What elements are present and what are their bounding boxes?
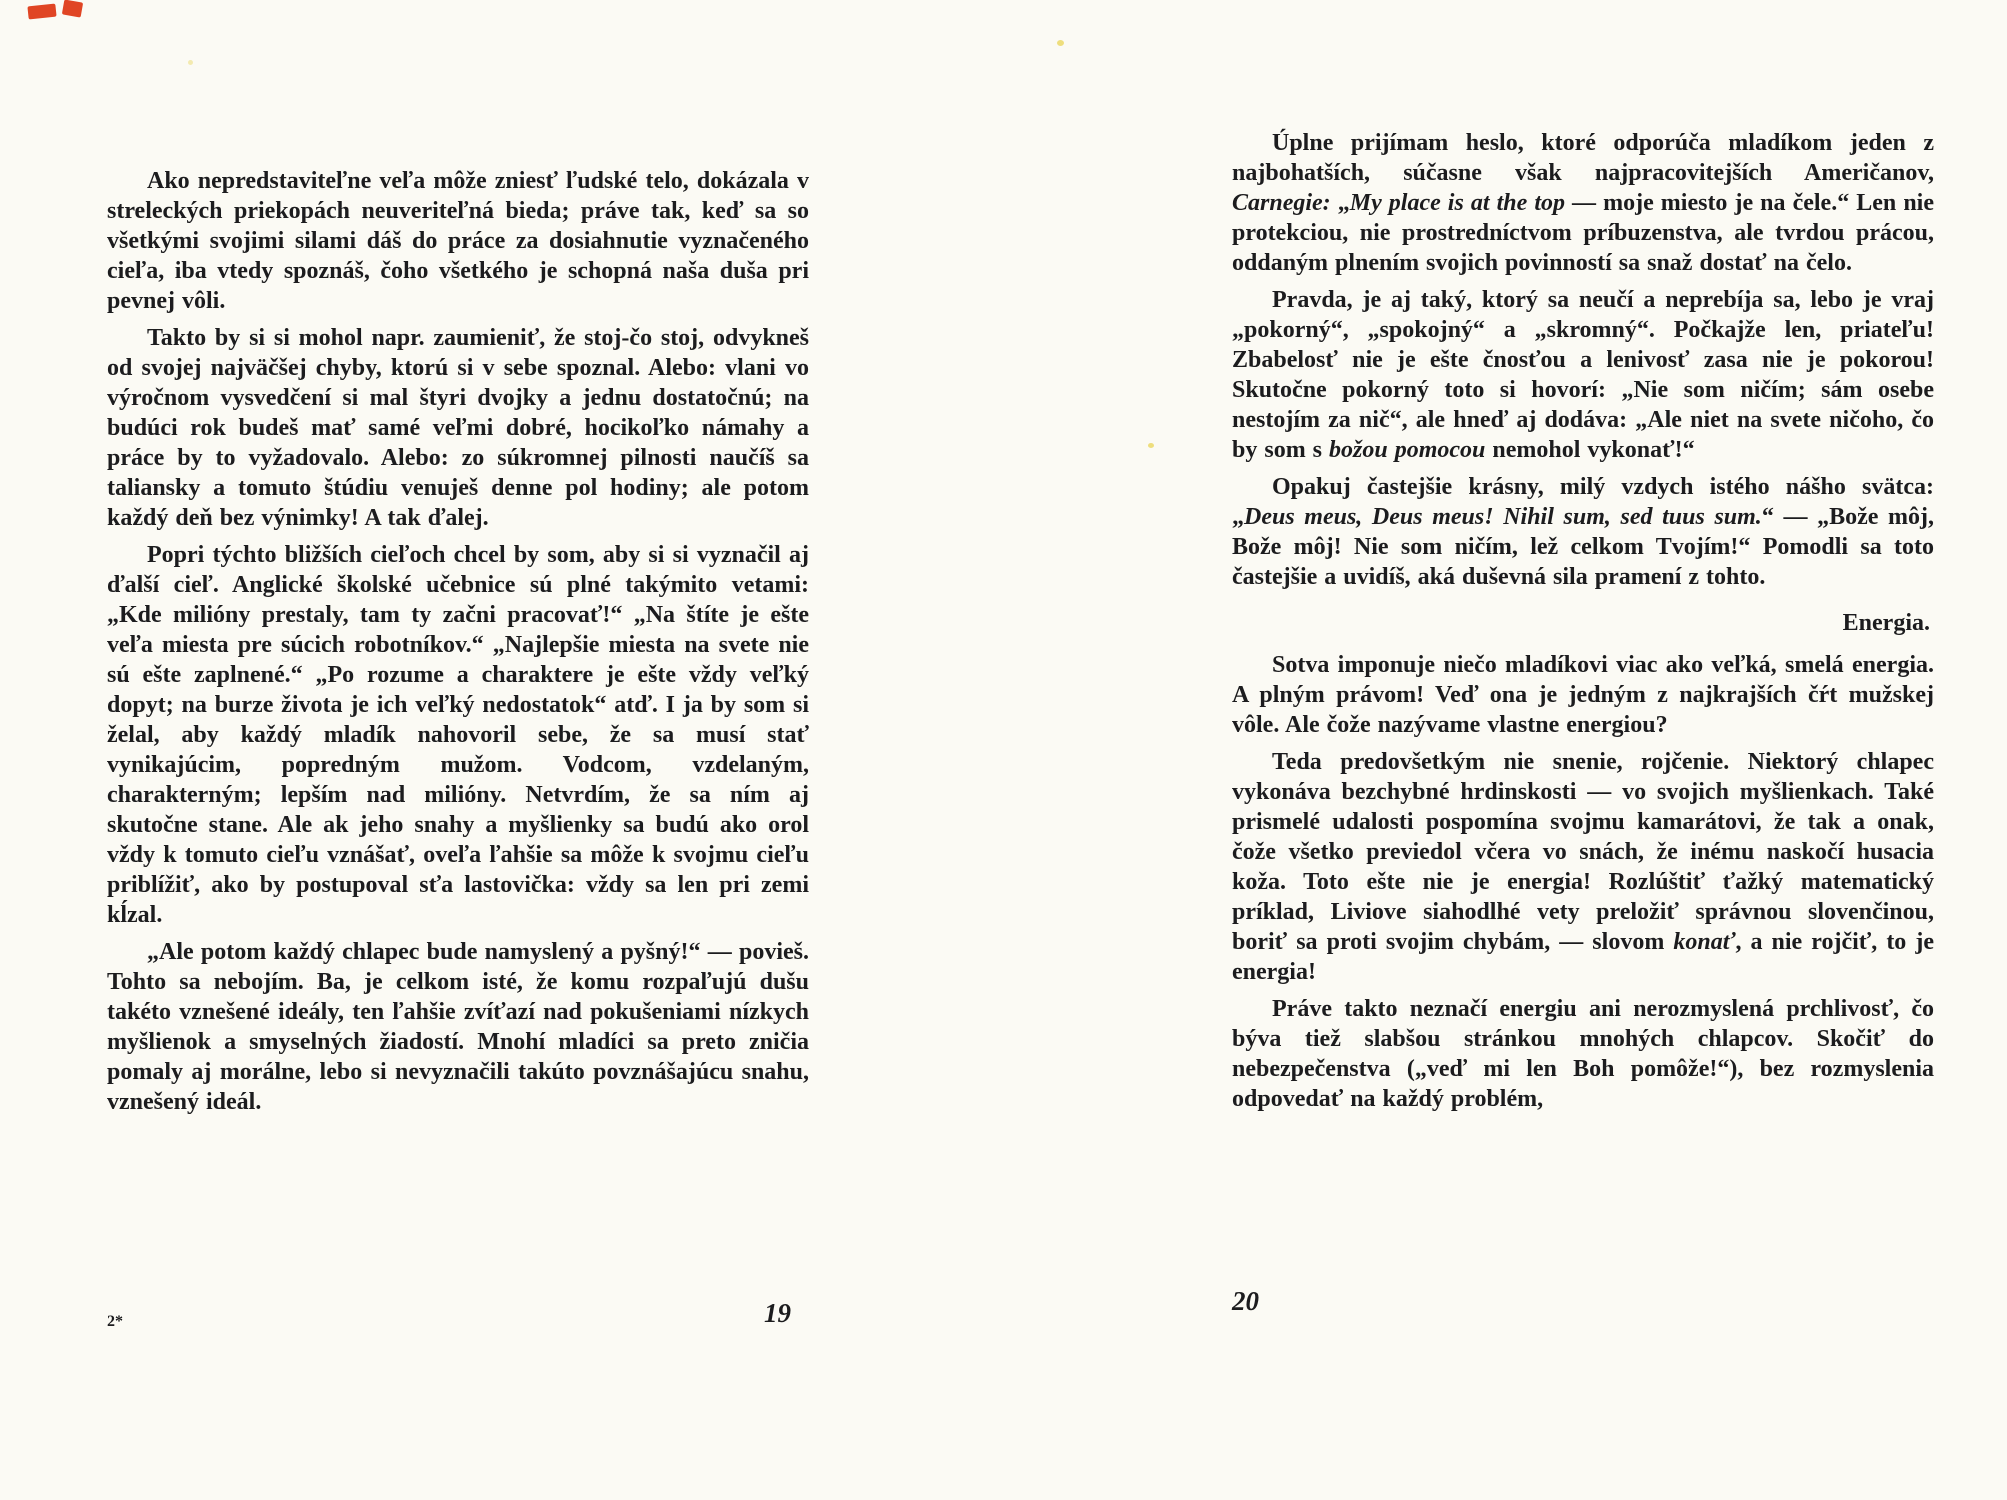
left-page-footer — [107, 1298, 809, 1332]
paragraph: Pravda, je aj taký, ktorý sa neučí a neprebíja sa, lebo je vraj „pokorný“, „spokojný“ a „skromný“. Počkajže len, priateľu! Zbabelosť nie je ešte čnosťou a lenivosť zasa nie je pokorou! Skutočne pokorný toto si hovorí: „Nie som ničím; sám osebe nestojím za nič“, ale hneď aj dodáva: „Ale niet na svete ničoho, čo by som s božou pomocou nemohol vykonať!“ — [1232, 287, 1934, 463]
right-page-footer — [1232, 1286, 1934, 1317]
right-page-paragraphs-top — [1232, 128, 1934, 592]
section-heading: Energia. — [1842, 610, 1930, 636]
paragraph: Úplne prijímam heslo, ktoré odporúča mladíkom jeden z najbohatších, súčasne však najpracovitejších Američanov, Carnegie: „My place is at the top — moje miesto je na čele.“ Len nie protekciou, nie prostredníctvom príbuzenstva, ale tvrdou prácou, oddaným plnením svojich povinností sa snaž dostať na čelo. — [1232, 130, 1934, 276]
left-page-number: 19 — [764, 1298, 791, 1328]
red-scan-mark-1 — [27, 4, 56, 20]
signature-mark: 2* — [107, 1313, 123, 1330]
paragraph: Práve takto neznačí energiu ani nerozmyslená prchlivosť, čo býva tiež slabšou stránkou mnohých chlapcov. Skočiť do nebezpečenstva („veď mi len Boh pomôže!“), bez rozmyslenia odpovedať na každý problém, — [1232, 996, 1934, 1112]
paper-speck — [188, 60, 193, 65]
paragraph: Popri týchto bližších cieľoch chcel by som, aby si si vyznačil aj ďalší cieľ. Anglické školské učebnice sú plné takýmito vetami: „Kde milióny prestaly, tam ty začni pracovať!“ „Na štíte je ešte veľa miesta pre súcich robotníkov.“ „Najlepšie miesta na svete nie sú ešte zaplnené.“ „Po rozume a charaktere je ešte vždy veľký dopyt; na burze života je ich veľký nedostatok“ atď. I ja by som si želal, aby každý mladík nahovoril sebe, že sa musí stať vynikajúcim, popredným mužom. Vodcom, vzdelaným, charakterným; lepším nad milióny. Netvrdím, že sa ním aj skutočne stane. Ale ak jeho snahy a myšlienky sa budú ako orol vždy k tomuto cieľu vznášať, oveľa ľahšie sa môže k svojmu cieľu priblížiť, ako by postupoval sťa lastovička: vždy sa len pri zemi kĺzal. — [107, 542, 809, 928]
paragraph: Teda predovšetkým nie snenie, rojčenie. Niektorý chlapec vykonáva bezchybné hrdinskosti — vo svojich myšlienkach. Také prismelé udalosti pospomína svojmu kamarátovi, že tak a onak, čože všetko previedol včera vo snách, že inému naskočí husacia koža. Toto ešte nie je energia! Rozlúštiť ťažký matematický príklad, Liviove siahodlhé vety preložiť správnou slovenčinou, boriť sa proti svojim chybám, — slovom konať, a nie rojčiť, to je energia! — [1232, 749, 1934, 985]
paragraph: Takto by si si mohol napr. zaumieniť, že stoj-čo stoj, odvykneš od svojej najväčšej chyby, ktorú si v sebe spoznal. Alebo: vlani vo výročnom vysvedčení si mal štyri dvojky a jednu dostatočnú; na budúci rok budeš mať samé veľmi dobré, hocikoľko námahy a práce by to vyžadovalo. Alebo: zo súkromnej pilnosti naučíš sa taliansky a tomuto štúdiu venuješ denne pol hodiny; ale potom každý deň bez výnimky! A tak ďalej. — [107, 325, 809, 531]
paper-speck — [1148, 443, 1154, 448]
paragraph: Sotva imponuje niečo mladíkovi viac ako veľká, smelá energia. A plným právom! Veď ona je jedným z najkrajších čŕt mužskej vôle. Ale čože nazývame vlastne energiou? — [1232, 652, 1934, 738]
red-scan-mark-2 — [62, 0, 83, 18]
right-page-number: 20 — [1232, 1286, 1259, 1316]
right-page-text — [1232, 128, 1934, 1114]
paper-speck — [1057, 40, 1064, 46]
paragraph: Ako nepredstaviteľne veľa môže zniesť ľudské telo, dokázala v streleckých priekopách neuveriteľná bieda; práve tak, keď sa so všetkými svojimi silami dáš do práce za dosiahnutie vyznačeného cieľa, iba vtedy spoznáš, čoho všetkého je schopná naša duša pri pevnej vôli. — [107, 168, 809, 314]
right-page-paragraphs-bottom — [1232, 650, 1934, 1114]
left-page-text — [107, 166, 809, 1117]
paragraph: Opakuj častejšie krásny, milý vzdych istého nášho svätca: „Deus meus, Deus meus! Nihil sum, sed tuus sum.“ — „Bože môj, Bože môj! Nie som ničím, lež celkom Tvojím!“ Pomodli sa toto častejšie a uvidíš, aká duševná sila pramení z tohto. — [1232, 474, 1934, 590]
paragraph: „Ale potom každý chlapec bude namyslený a pyšný!“ — povieš. Tohto sa nebojím. Ba, je celkom isté, že komu rozpaľujú dušu takéto vznešené ideály, ten ľahšie zvíťazí nad pokušeniami nízkych myšlienok a smyselných žiadostí. Mnohí mladíci sa preto zničia pomaly aj morálne, lebo si nevyznačili takúto povznášajúcu snahu, vznešený ideál. — [107, 939, 809, 1115]
